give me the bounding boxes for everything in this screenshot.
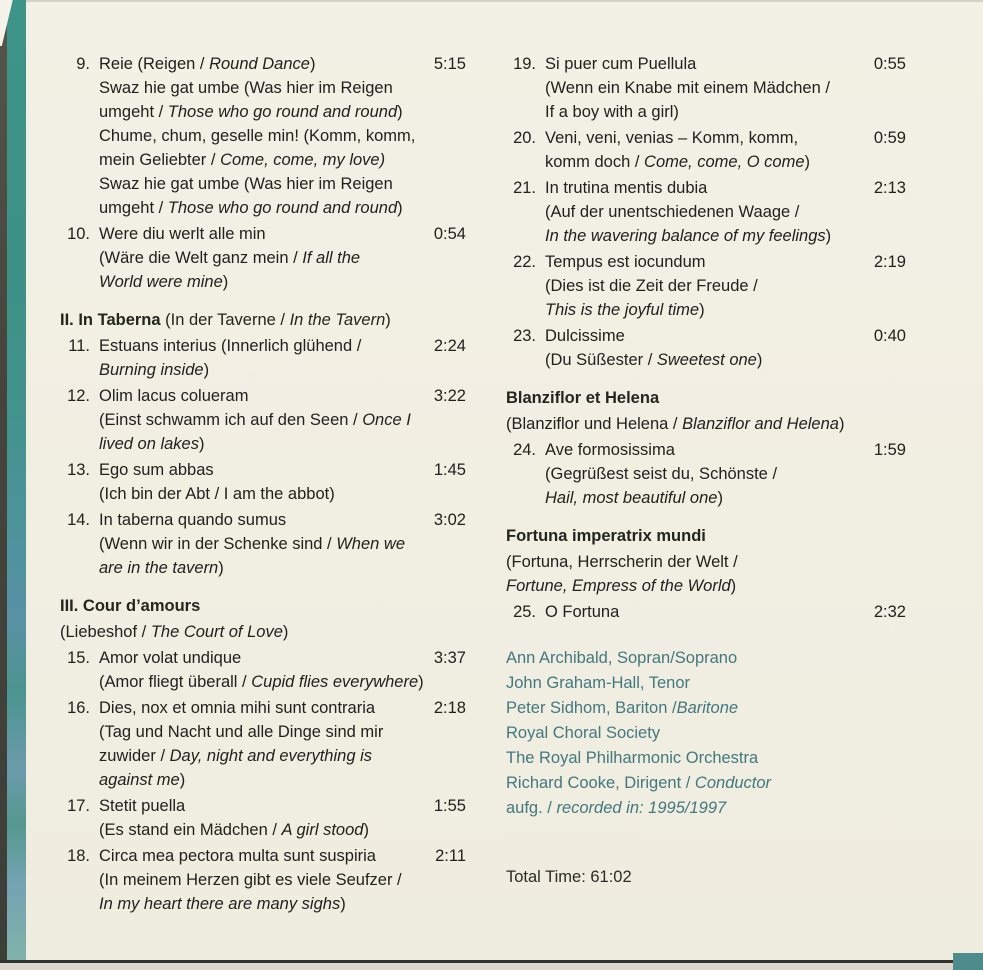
text-segment: John Graham-Hall, Tenor (506, 674, 691, 692)
credits-line (506, 796, 906, 821)
text-line (506, 412, 906, 436)
italic-segment: Come, come, my love) (220, 151, 386, 169)
text-segment: The Royal Philharmonic Orchestra (506, 749, 759, 767)
track-line (545, 150, 860, 174)
track-line (99, 384, 420, 408)
text-segment: ) (198, 435, 205, 453)
bottom-scan-strip (0, 963, 983, 970)
track-line (99, 270, 420, 294)
track-lines (90, 384, 420, 456)
italic-segment: against me (99, 771, 180, 789)
track-lines (536, 324, 860, 372)
text-segment: ) (218, 559, 224, 577)
text-line (60, 594, 466, 618)
track-row (60, 384, 466, 456)
text-segment: In trutina mentis dubia (545, 179, 708, 197)
total-time (506, 865, 906, 889)
tracklist-column-left (60, 52, 466, 918)
italic-segment: Hail, most beautiful one (545, 489, 718, 507)
track-number: 13. (67, 461, 90, 479)
text-segment: (Auf der unentschiedenen Waage / (545, 203, 800, 221)
credits-line (506, 646, 906, 671)
italic-segment: In the Tavern (289, 311, 386, 329)
track-line (545, 126, 860, 150)
track-row (60, 222, 466, 294)
track-line (545, 600, 860, 624)
track-row (506, 250, 906, 322)
text-segment: Amor volat undique (99, 649, 242, 667)
track-line (545, 298, 860, 322)
track-line (545, 324, 860, 348)
text-line (506, 524, 906, 548)
section-subtitle (506, 550, 906, 598)
track-line (99, 696, 420, 720)
bold-segment: Fortuna imperatrix mundi (506, 527, 706, 545)
section-heading (60, 594, 466, 618)
top-scan-line (0, 0, 983, 2)
text-segment: ) (179, 771, 186, 789)
text-segment: ) (730, 577, 737, 595)
text-segment: ) (282, 623, 289, 641)
track-row (60, 52, 466, 220)
track-line (545, 200, 860, 224)
italic-segment: Round Dance (209, 55, 310, 73)
track-number: 15. (67, 649, 90, 667)
track-duration: 2:18 (433, 699, 466, 717)
track-lines (90, 222, 420, 294)
spacer (506, 821, 906, 865)
track-line (99, 818, 420, 842)
italic-segment: are in the tavern (99, 559, 219, 577)
track-line (99, 768, 420, 792)
track-duration: 0:59 (873, 129, 906, 147)
bottom-right-teal-patch (953, 953, 983, 970)
track-lines (90, 458, 420, 506)
spacer (60, 296, 466, 308)
track-line (99, 196, 420, 220)
text-segment: (Blanziflor und Helena / (506, 415, 683, 433)
text-segment: ) (717, 489, 723, 507)
track-number: 22. (513, 253, 536, 271)
track-lines (90, 334, 420, 382)
track-number: 19. (513, 55, 536, 73)
scan-edge-teal-strip (7, 0, 26, 960)
track-line (99, 508, 420, 532)
text-segment: (Dies ist die Zeit der Freude / (545, 277, 758, 295)
track-line (99, 556, 420, 580)
italic-segment: Day, night and everything is (169, 747, 373, 765)
track-row (60, 508, 466, 580)
track-row (60, 458, 466, 506)
bold-segment: III. Cour d’amours (60, 597, 201, 615)
italic-segment: Cupid flies everywhere (251, 673, 419, 691)
italic-segment: Burning inside (99, 361, 204, 379)
text-segment: In taberna quando sumus (99, 511, 287, 529)
tracklist-column-right (506, 52, 906, 889)
text-segment: ) (838, 415, 845, 433)
track-number: 9. (76, 55, 90, 73)
track-line (545, 486, 860, 510)
text-segment: Swaz hie gat umbe (Was hier im Reigen (99, 79, 393, 97)
track-line (545, 176, 860, 200)
text-segment: (Einst schwamm ich auf den Seen / (99, 411, 363, 429)
track-number: 14. (67, 511, 90, 529)
text-segment: ) (309, 55, 316, 73)
credits-line (506, 671, 906, 696)
text-segment: komm doch / (545, 153, 645, 171)
track-row (60, 334, 466, 382)
text-line (506, 865, 906, 889)
track-number: 18. (67, 847, 90, 865)
credits-block (506, 646, 906, 821)
track-line (99, 670, 424, 694)
section-heading (506, 386, 906, 410)
track-line (99, 458, 420, 482)
track-number: 25. (513, 603, 536, 621)
italic-segment: recorded in: 1995/1997 (556, 799, 727, 817)
track-lines (90, 794, 420, 842)
track-number: 23. (513, 327, 536, 345)
track-row (506, 52, 906, 124)
text-segment: Ave formosissima (545, 441, 675, 459)
text-segment: Circa mea pectora multa sunt suspiria (99, 847, 376, 865)
track-line (99, 100, 420, 124)
track-row (506, 324, 906, 372)
track-line (99, 720, 420, 744)
spacer (506, 374, 906, 386)
text-line (506, 574, 906, 598)
italic-segment: Those who go round and round (167, 103, 398, 121)
italic-segment: Once I (362, 411, 411, 429)
section-heading (60, 308, 466, 332)
track-line (99, 222, 420, 246)
text-segment: (In meinem Herzen gibt es viele Seufzer / (99, 871, 402, 889)
text-segment: ) (340, 895, 346, 913)
section-subtitle (506, 412, 906, 436)
text-segment: ) (418, 673, 424, 691)
track-lines (536, 52, 860, 124)
text-segment: ) (804, 153, 811, 171)
text-segment: Swaz hie gat umbe (Was hier im Reigen (99, 175, 393, 193)
track-duration: 2:32 (873, 603, 906, 621)
track-line (545, 76, 860, 100)
track-line (545, 52, 860, 76)
text-segment: ) (397, 103, 403, 121)
track-line (99, 868, 420, 892)
italic-segment: Fortune, Empress of the World (506, 577, 731, 595)
text-segment: Chume, chum, geselle min! (Komm, komm, (99, 127, 416, 145)
track-row (60, 696, 466, 792)
track-duration: 3:02 (433, 511, 466, 529)
credits-line (506, 771, 906, 796)
text-segment: Estuans interius (Innerlich glühend / (99, 337, 362, 355)
text-segment: (Wenn ein Knabe mit einem Mädchen / (545, 79, 830, 97)
text-segment: (Gegrüßest seist du, Schönste / (545, 465, 778, 483)
track-line (99, 432, 420, 456)
track-row (506, 176, 906, 248)
credits-line (506, 696, 906, 721)
text-line (60, 620, 466, 644)
text-segment: aufg. / (506, 799, 557, 817)
text-segment: Dulcissime (545, 327, 625, 345)
text-segment: ) (756, 351, 763, 369)
text-segment: (Wäre die Welt ganz mein / (99, 249, 303, 267)
italic-segment: Come, come, O come (644, 153, 805, 171)
text-segment: ) (363, 821, 369, 839)
track-row (60, 794, 466, 842)
credits-line (506, 721, 906, 746)
track-number: 17. (67, 797, 90, 815)
text-segment: ) (203, 361, 210, 379)
text-line (60, 308, 466, 332)
spacer (60, 582, 466, 594)
text-segment: (Ich bin der Abt / I am the abbot) (99, 485, 335, 503)
track-lines (90, 844, 420, 916)
track-lines (536, 126, 860, 174)
track-duration: 2:11 (435, 847, 466, 865)
italic-segment: The Court of Love (150, 623, 283, 641)
text-segment: (Fortuna, Herrscherin der Welt / (506, 553, 738, 571)
text-segment: If a boy with a girl) (545, 103, 679, 121)
text-segment: (Es stand ein Mädchen / (99, 821, 282, 839)
track-line (99, 124, 420, 148)
track-line (545, 250, 860, 274)
italic-segment: World were mine (99, 273, 223, 291)
italic-segment: Baritone (676, 699, 739, 717)
track-duration: 0:54 (433, 225, 466, 243)
track-line (99, 482, 420, 506)
italic-segment: Conductor (694, 774, 772, 792)
track-line (99, 794, 420, 818)
track-line (99, 744, 420, 768)
text-segment: Ann Archibald, Sopran/Soprano (506, 649, 738, 667)
track-line (99, 52, 420, 76)
track-number: 20. (513, 129, 536, 147)
section-heading (506, 524, 906, 548)
track-line (99, 646, 420, 670)
text-segment: Ego sum abbas (99, 461, 214, 479)
text-segment: Total Time: 61:02 (506, 868, 632, 886)
text-segment: Olim lacus colueram (99, 387, 249, 405)
track-line (545, 274, 860, 298)
italic-segment: When we (336, 535, 406, 553)
track-line (99, 148, 420, 172)
track-line (99, 844, 420, 868)
text-segment: ) (222, 273, 229, 291)
text-segment: O Fortuna (545, 603, 620, 621)
track-line (99, 334, 420, 358)
track-row (60, 844, 466, 916)
track-number: 16. (67, 699, 90, 717)
track-line (99, 358, 420, 382)
track-line (99, 892, 420, 916)
track-lines (536, 600, 860, 624)
italic-segment: In the wavering balance of my feelings (545, 227, 826, 245)
text-segment: Si puer cum Puellula (545, 55, 697, 73)
text-segment: ) (825, 227, 832, 245)
track-line (99, 246, 420, 270)
track-duration: 3:22 (433, 387, 466, 405)
track-duration: 2:19 (873, 253, 906, 271)
track-number: 12. (67, 387, 90, 405)
track-line (545, 100, 860, 124)
spacer (506, 512, 906, 524)
spacer (506, 626, 906, 646)
text-segment: (Liebeshof / (60, 623, 151, 641)
track-row (506, 600, 906, 624)
italic-segment: Those who go round and round (167, 199, 398, 217)
track-duration: 2:13 (873, 179, 906, 197)
bold-segment: Blanziflor et Helena (506, 389, 660, 407)
track-row (60, 646, 466, 694)
track-line (545, 462, 860, 486)
scan-edge-dark-strip (0, 0, 7, 963)
text-segment: mein Geliebter / (99, 151, 221, 169)
text-segment: Stetit puella (99, 797, 186, 815)
text-segment: Royal Choral Society (506, 724, 661, 742)
track-number: 21. (513, 179, 536, 197)
track-number: 11. (68, 337, 90, 355)
section-subtitle (60, 620, 466, 644)
track-duration: 1:55 (433, 797, 466, 815)
track-lines (90, 646, 424, 694)
italic-segment: Sweetest one (656, 351, 757, 369)
text-segment: umgeht / (99, 199, 168, 217)
track-duration: 5:15 (433, 55, 466, 73)
track-lines (90, 52, 420, 220)
text-segment: Dies, nox et omnia mihi sunt contraria (99, 699, 376, 717)
italic-segment: Blanziflor and Helena (682, 415, 839, 433)
track-number: 10. (67, 225, 90, 243)
track-line (99, 408, 420, 432)
text-line (506, 386, 906, 410)
text-segment: Peter Sidhom, Bariton / (506, 699, 677, 717)
track-duration: 1:45 (433, 461, 466, 479)
track-lines (90, 696, 420, 792)
text-segment: ) (397, 199, 403, 217)
track-line (545, 224, 860, 248)
track-lines (536, 176, 860, 248)
italic-segment: In my heart there are many sighs (99, 895, 341, 913)
text-segment: Reie (Reigen / (99, 55, 210, 73)
italic-segment: lived on lakes (99, 435, 199, 453)
track-line (99, 172, 420, 196)
track-duration: 0:40 (873, 327, 906, 345)
text-segment: umgeht / (99, 103, 168, 121)
bold-segment: II. In Taberna (60, 311, 161, 329)
italic-segment: This is the joyful time (545, 301, 700, 319)
text-line (506, 550, 906, 574)
track-duration: 0:55 (873, 55, 906, 73)
text-segment: (Amor fliegt überall / (99, 673, 252, 691)
italic-segment: A girl stood (281, 821, 364, 839)
text-segment: (Wenn wir in der Schenke sind / (99, 535, 337, 553)
text-segment: Richard Cooke, Dirigent / (506, 774, 695, 792)
track-row (506, 126, 906, 174)
text-segment: Veni, veni, venias – Komm, komm, (545, 129, 799, 147)
text-segment: zuwider / (99, 747, 170, 765)
track-line (545, 438, 860, 462)
track-duration: 2:24 (433, 337, 466, 355)
text-segment: ) (385, 311, 391, 329)
text-segment: (Tag und Nacht und alle Dinge sind mir (99, 723, 384, 741)
track-line (545, 348, 860, 372)
credits-line (506, 746, 906, 771)
track-number: 24. (513, 441, 536, 459)
track-row (506, 438, 906, 510)
text-segment: Were diu werlt alle min (99, 225, 266, 243)
text-segment: Tempus est iocundum (545, 253, 706, 271)
italic-segment: If all the (302, 249, 361, 267)
track-duration: 1:59 (873, 441, 906, 459)
text-segment: (In der Taverne / (160, 311, 290, 329)
track-lines (536, 250, 860, 322)
track-line (99, 76, 420, 100)
track-line (99, 532, 420, 556)
text-segment: (Du Süßester / (545, 351, 657, 369)
text-segment: ) (699, 301, 705, 319)
track-duration: 3:37 (433, 649, 466, 667)
track-lines (536, 438, 860, 510)
track-lines (90, 508, 420, 580)
